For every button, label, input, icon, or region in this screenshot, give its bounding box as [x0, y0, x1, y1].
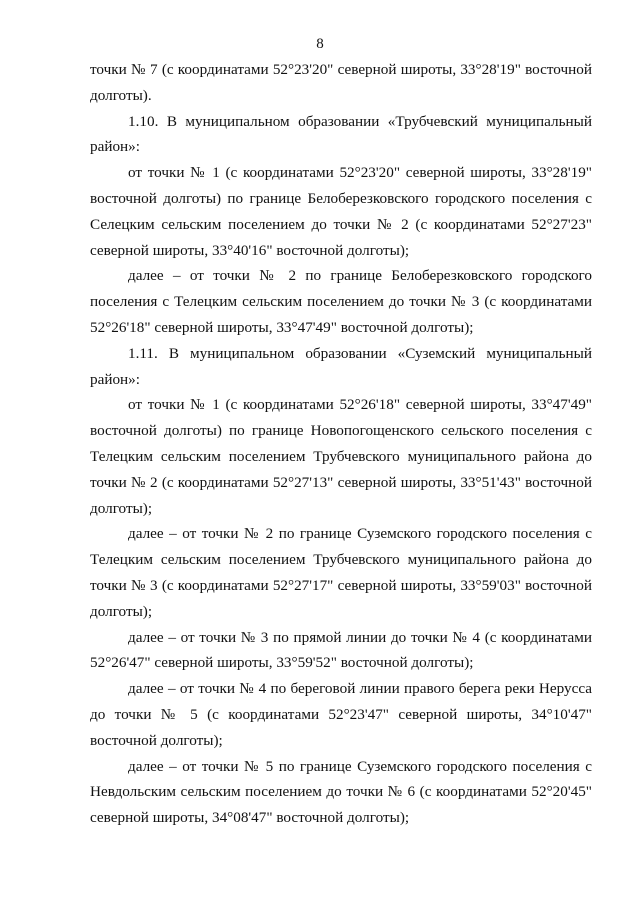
paragraph-trubchevsky-point-1: от точки № 1 (с координатами 52°23'20" северной широты, 33°28'19" восточной долготы) по границе Белоберезковского городского поселения с Селецким сельским поселением до точки № 2 (с координатами 52°27'23" северной широты, 33°40'16" восточной долготы); [90, 164, 592, 259]
paragraph-suzemsky-point-1: от точки № 1 (с координатами 52°26'18" северной широты, 33°47'49" восточной долготы) по границе Новопогощенского сельского поселения с Телецким сельским поселением Трубчевского муниципального района до точки № 2 (с координатами 52°27'13" северной широты, 33°51'43" восточной долготы); [90, 396, 592, 517]
paragraph-suzemsky-point-3: далее – от точки № 3 по прямой линии до точки № 4 (с координатами 52°26'47" северной широты, 33°59'52" восточной долготы); [90, 628, 592, 672]
paragraph-section-1-10-heading: 1.10. В муниципальном образовании «Трубчевский муниципальный район»: [90, 112, 592, 156]
paragraph-continuation: точки № 7 (с координатами 52°23'20" северной широты, 33°28'19" восточной долготы). [90, 61, 592, 104]
paragraph-trubchevsky-point-2: далее – от точки № 2 по границе Белоберезковского городского поселения с Телецким сельским поселением до точки № 3 (с координатами 52°26'18" северной широты, 33°47'49" восточной долготы); [90, 267, 592, 336]
paragraph-suzemsky-point-2: далее – от точки № 2 по границе Суземского городского поселения с Телецким сельским поселением Трубчевского муниципального района до точки № 3 (с координатами 52°27'17" северной широты, 33°59'03" восточной долготы); [90, 525, 592, 620]
page-number: 8 [316, 36, 324, 52]
paragraph-section-1-11-heading: 1.11. В муниципальном образовании «Суземский муниципальный район»: [90, 344, 592, 388]
paragraph-suzemsky-point-4: далее – от точки № 4 по береговой линии правого берега реки Нерусса до точки № 5 (с координатами 52°23'47" северной широты, 34°10'47" восточной долготы); [90, 680, 592, 749]
paragraph-suzemsky-point-5: далее – от точки № 5 по границе Суземского городского поселения с Невдольским сельским поселением до точки № 6 (с координатами 52°20'45" северной широты, 34°08'47" восточной долготы); [90, 757, 592, 827]
document-body [90, 57, 592, 831]
